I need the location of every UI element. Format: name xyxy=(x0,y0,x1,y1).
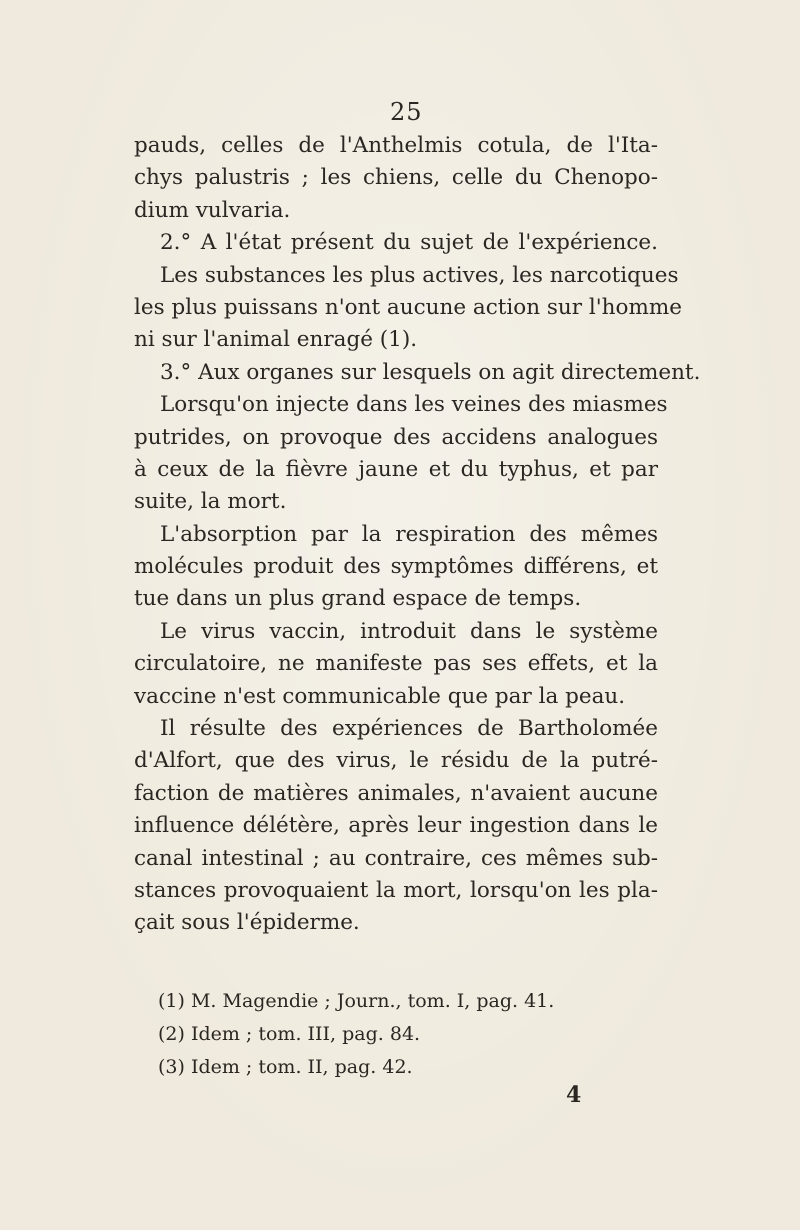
text-line: canal intestinal ; au contraire, ces mêmes sub- xyxy=(134,845,658,871)
text-line: vaccine n'est communicable que par la peau. xyxy=(134,683,626,709)
section-heading: 3.° Aux organes sur lesquels on agit directement. xyxy=(160,359,701,385)
text-line: Le virus vaccin, introduit dans le système xyxy=(160,618,658,644)
text-line: ni sur l'animal enragé (1). xyxy=(134,327,418,353)
footnotes xyxy=(158,985,554,1084)
text-line: faction de matières animales, n'avaient aucune xyxy=(134,780,658,806)
text-line: stances provoquaient la mort, lorsqu'on les pla- xyxy=(134,877,658,903)
footnote-2: (2) Idem ; tom. III, pag. 84. xyxy=(158,1023,421,1045)
text-line: les plus puissans n'ont aucune action sur l'homme xyxy=(134,294,682,320)
text-line: Lorsqu'on injecte dans les veines des miasmes xyxy=(160,392,668,418)
text-line: tue dans un plus grand espace de temps. xyxy=(134,586,582,612)
text-line: influence délétère, après leur ingestion dans le xyxy=(134,813,658,839)
text-line: suite, la mort. xyxy=(134,489,287,515)
text-line: Les substances les plus actives, les narcotiques xyxy=(160,262,679,288)
text-line: circulatoire, ne manifeste pas ses effets, et la xyxy=(134,651,658,677)
page-number: 25 xyxy=(390,98,423,126)
text-line: à ceux de la fièvre jaune et du typhus, et par xyxy=(134,456,658,482)
text-line: L'absorption par la respiration des mêmes xyxy=(160,521,658,547)
footnote-3: (3) Idem ; tom. II, pag. 42. xyxy=(158,1056,413,1078)
text-line: Il résulte des expériences de Bartholomée xyxy=(160,716,658,742)
text-line: chys palustris ; les chiens, celle du Chenopo- xyxy=(134,165,658,191)
section-heading: 2.° A l'état présent du sujet de l'expérience. xyxy=(160,230,658,256)
signature-mark: 4 xyxy=(566,1082,582,1108)
text-line: d'Alfort, que des virus, le résidu de la putré- xyxy=(134,748,658,774)
footnote-1: (1) M. Magendie ; Journ., tom. I, pag. 41. xyxy=(158,990,555,1012)
text-line: putrides, on provoque des accidens analogues xyxy=(134,424,658,450)
text-line: çait sous l'épiderme. xyxy=(134,910,360,936)
body-text xyxy=(134,130,701,940)
text-line: molécules produit des symptômes différens, et xyxy=(134,554,658,580)
text-line: dium vulvaria. xyxy=(134,197,291,223)
text-line: pauds, celles de l'Anthelmis cotula, de l'Ita- xyxy=(134,133,658,158)
